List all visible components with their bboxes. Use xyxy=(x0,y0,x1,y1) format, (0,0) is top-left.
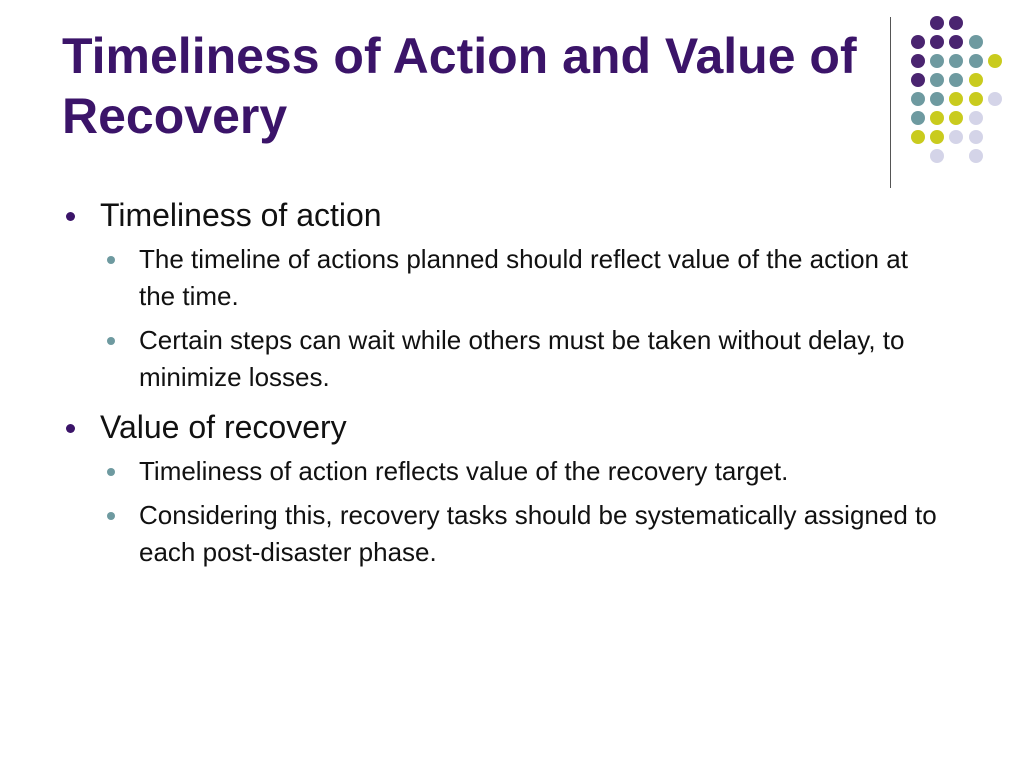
decorative-dot xyxy=(949,130,963,144)
bullet-heading: Timeliness of action xyxy=(100,197,382,233)
decorative-dot xyxy=(930,35,944,49)
sub-bullet-dot-icon xyxy=(107,468,115,476)
decorative-dot xyxy=(930,130,944,144)
decorative-dot xyxy=(969,92,983,106)
sub-bullet xyxy=(62,497,939,571)
sub-bullet xyxy=(62,453,939,490)
decorative-dot xyxy=(930,73,944,87)
bullet-dot-icon xyxy=(66,424,75,433)
dot-grid-icon xyxy=(0,0,1024,200)
decorative-dot xyxy=(988,54,1002,68)
decorative-dot xyxy=(949,111,963,125)
decorative-dot xyxy=(911,130,925,144)
decorative-dot xyxy=(930,111,944,125)
decorative-dot xyxy=(930,149,944,163)
bullet-list xyxy=(62,196,962,571)
slide-title: Timeliness of Action and Value of Recovery xyxy=(62,28,857,144)
decorative-dot xyxy=(969,130,983,144)
decorative-dot xyxy=(911,54,925,68)
sub-bullet-text: Considering this, recovery tasks should be systematically assigned to each post-disaster phase. xyxy=(139,500,937,567)
decorative-dot xyxy=(949,16,963,30)
decorative-dot xyxy=(949,35,963,49)
decorative-dot xyxy=(911,35,925,49)
bullet-value-of-recovery xyxy=(62,408,962,446)
decorative-dot xyxy=(949,73,963,87)
sub-bullet-text: The timeline of actions planned should reflect value of the action at the time. xyxy=(139,244,908,311)
decorative-dot xyxy=(969,35,983,49)
decorative-dot xyxy=(911,92,925,106)
sub-bullet-dot-icon xyxy=(107,337,115,345)
bullet-timeliness-of-action xyxy=(62,196,962,234)
decorative-dot xyxy=(930,54,944,68)
decorative-dot xyxy=(949,54,963,68)
decorative-dot xyxy=(969,54,983,68)
decorative-dot xyxy=(930,16,944,30)
decorative-dot xyxy=(911,73,925,87)
sub-bullet-text: Certain steps can wait while others must be taken without delay, to minimize losses. xyxy=(139,325,905,392)
decorative-dot xyxy=(949,92,963,106)
decorative-dot xyxy=(969,111,983,125)
decorative-dot xyxy=(930,92,944,106)
bullet-dot-icon xyxy=(66,212,75,221)
bullet-heading: Value of recovery xyxy=(100,409,347,445)
decorative-dot xyxy=(969,73,983,87)
decorative-dot xyxy=(988,92,1002,106)
sub-bullet xyxy=(62,322,939,396)
sub-bullet-text: Timeliness of action reflects value of the recovery target. xyxy=(139,456,789,486)
sub-bullet xyxy=(62,241,939,315)
decorative-dot xyxy=(911,111,925,125)
sub-bullet-dot-icon xyxy=(107,512,115,520)
decorative-dot xyxy=(969,149,983,163)
sub-bullet-dot-icon xyxy=(107,256,115,264)
